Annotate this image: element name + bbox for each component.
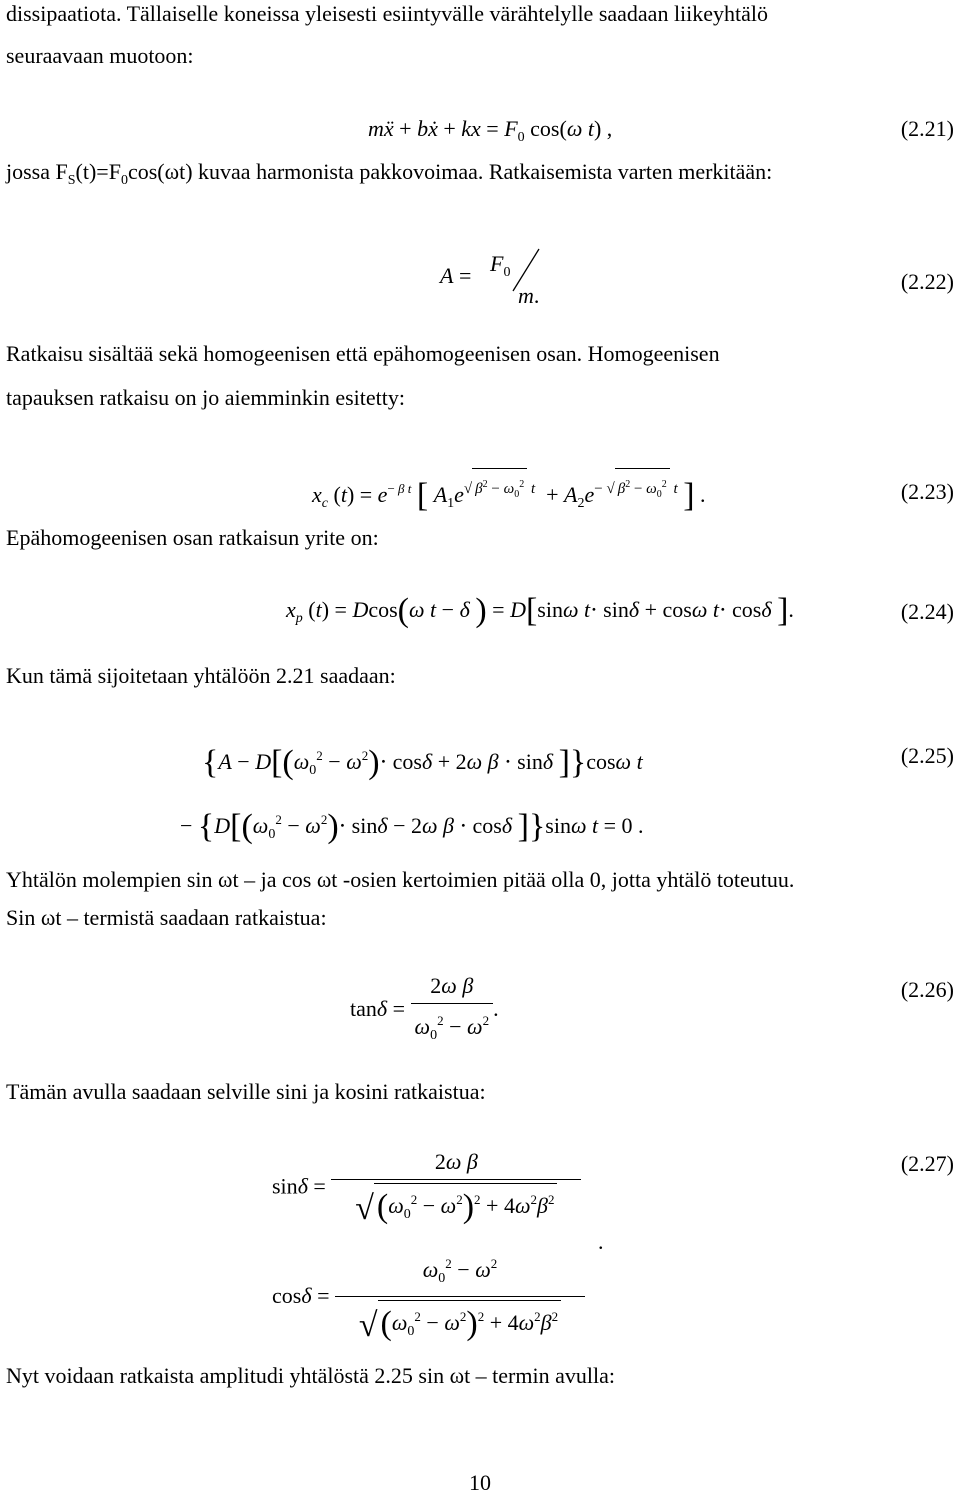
equation-2-23: $x_c$ $(t) = e^{- \beta t}$ [ $A_1e^{√ \beta^2 - \omega_0^2 t} + A_2e^{- √ \beta^2 - \omega_0^2 t}$ ] . <box>312 468 706 518</box>
paragraph-text: Epähomogeenisen osan ratkaisun yrite on: <box>6 525 379 550</box>
equation-2-27-sin: sinδ = $\frac{\text{2ω β}}{√(\omega_0^2 - \omega^2)^2 + 4\omega^2\beta^2}$ <box>272 1148 581 1229</box>
equation-number: (2.24) <box>900 599 954 624</box>
paragraph-text: tapauksen ratkaisu on jo aiemminkin esitetty: <box>6 385 405 410</box>
equation-number: (2.25) <box>900 743 954 768</box>
paragraph-text: Ratkaisu sisältää sekä homogeenisen että epähomogeenisen osan. Homogeenisen <box>6 341 720 366</box>
page-number: 10 <box>469 1470 491 1495</box>
equation-2-22: A = <box>440 263 472 288</box>
fraction: $\frac{\text{2ω β}}{√(\omega_0^2 - \omega^2)^2 + 4\omega^2\beta^2}$ <box>331 1148 581 1229</box>
equation-2-25-line-2: − {$D[(\omega_0^2 - \omega^2)\cdot \sin\delta - 2\omega$ β ⋅ cosδ ]}sinω t = 0 . <box>180 808 644 845</box>
equation-number: (2.21) <box>900 116 954 141</box>
equation-number: (2.27) <box>900 1151 954 1176</box>
equation-period: . <box>598 1229 604 1254</box>
paragraph-text: dissipaatiota. Tällaiselle koneissa yleisesti esiintyvälle värähtelylle saadaan liikeyhtälö <box>6 1 769 26</box>
paragraph-text: Nyt voidaan ratkaista amplitudi yhtälöstä 2.25 sin ωt – termin avulla: <box>6 1363 615 1388</box>
equation-number: (2.22) <box>900 269 954 294</box>
equation-2-26: tanδ = $\frac{\text{2ω β}}{\omega_0^2 - \omega^2}$ . <box>350 972 499 1050</box>
equation-number: (2.26) <box>900 977 954 1002</box>
paragraph-text: Yhtälön molempien sin ωt – ja cos ωt -osien kertoimien pitää olla 0, jotta yhtälö toteutuu. <box>6 867 795 892</box>
paragraph-text: jossa $F_S(t)=F_0\cos(\omega t)$ kuvaa harmonista pakkovoimaa. Ratkaisemista varten merkitään: <box>6 159 773 188</box>
paragraph-text: Sin ωt – termistä saadaan ratkaistua: <box>6 905 327 930</box>
fraction: $\frac{\text{2ω β}}{\omega_0^2 - \omega^2}$ <box>411 972 494 1050</box>
equation-2-22-denominator: m. <box>518 283 540 308</box>
equation-2-25-line-1: {$A - D[(\omega_0^2 - \omega^2)\cdot \cos\delta + 2\omega$ β ⋅ sinδ ]}cosω t <box>202 744 643 781</box>
paragraph-text: Tämän avulla saadaan selville sini ja kosini ratkaistua: <box>6 1079 486 1104</box>
equation-2-22-numerator: $F_0$ <box>490 251 511 280</box>
equation-2-24: $x_p$ (t) = Dcos(ω t − δ ) = D[sinω t⋅ sinδ + cosω t⋅ cosδ ]. <box>286 592 794 629</box>
equation-2-27-cos: cosδ = $\frac{\omega_0^2 - \omega^2}{√(\omega_0^2 - \omega^2)^2 + 4\omega^2\beta^2}$ <box>272 1250 585 1346</box>
equation-number: (2.23) <box>900 479 954 504</box>
paragraph-text: seuraavaan muotoon: <box>6 43 194 68</box>
equation-2-21: mẍ + bẋ + kx = $F_0$ cos(ω t) , <box>368 116 613 145</box>
paragraph-text: Kun tämä sijoitetaan yhtälöön 2.21 saadaan: <box>6 663 396 688</box>
fraction: $\frac{\omega_0^2 - \omega^2}{√(\omega_0^2 - \omega^2)^2 + 4\omega^2\beta^2}$ <box>335 1250 585 1346</box>
